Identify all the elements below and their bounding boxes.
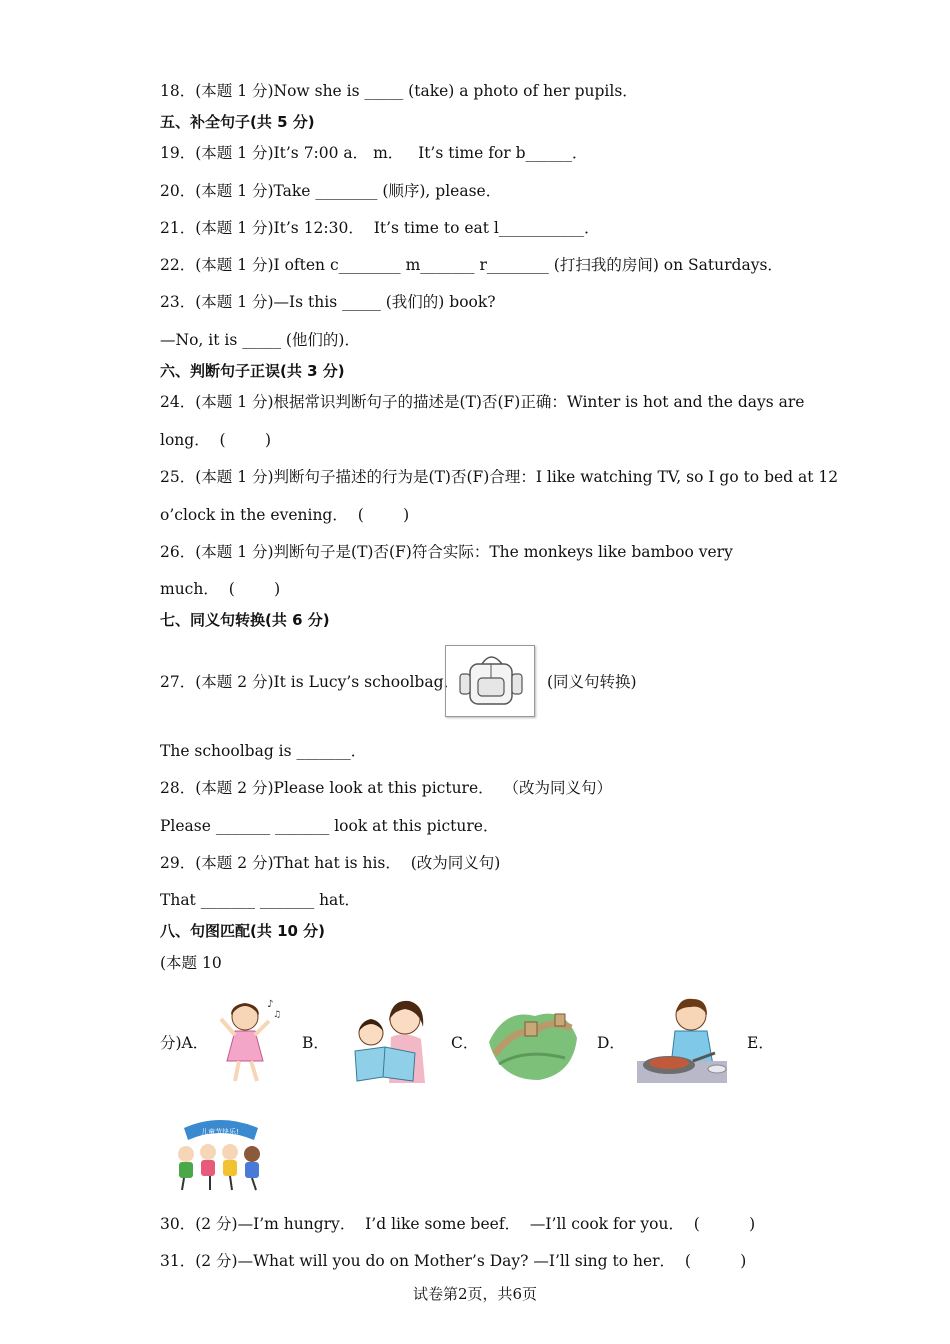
question-26-line1: 26．(本题 1 分)判断句子是(T)否(F)符合实际：The monkeys like bamboo very [160,543,733,561]
question-25-line2: o’clock in the evening． ( ) [160,506,410,524]
boy-cooking-icon [637,995,729,1085]
section-6-heading: 六、判断句子正误(共 3 分) [160,362,345,380]
question-31: 31．(2 分)—What will you do on Mother’s Day? —I’ll sing to her． ( ) [160,1252,747,1270]
question-24-line2: long． ( ) [160,431,272,449]
question-22: 22．(本题 1 分)I often c________ m_______ r________ (打扫我的房间) on Saturdays． [160,256,783,274]
question-intro-line1: (本题 10 [160,954,222,972]
question-28-line1: 28．(本题 2 分)Please look at this picture． （改为同义句） [160,779,612,797]
question-27-line1: 27．(本题 2 分)It is Lucy’s schoolbag． [160,673,459,691]
mother-reading-icon [335,997,435,1087]
option-b-picture [335,997,435,1087]
option-e-picture [170,1112,270,1194]
question-18: 18．(本题 1 分)Now she is _____ (take) a photo of her pupils． [160,82,638,100]
question-29-line1: 29．(本题 2 分)That hat is his． (改为同义句) [160,854,501,872]
option-d-picture [637,995,729,1085]
svg-text:♫: ♫ [273,1010,282,1020]
section-7-heading: 七、同义句转换(共 6 分) [160,611,330,629]
question-23-line2: —No, it is _____ (他们的)． [160,331,360,349]
option-a-picture [215,995,283,1090]
question-27-line2: The schoolbag is _______． [160,742,367,760]
question-23-line1: 23．(本题 1 分)—Is this _____ (我们的) book? [160,293,496,311]
question-29-line2: That _______ _______ hat． [160,891,361,909]
option-b-label: B． [302,1034,329,1052]
question-25-line1: 25．(本题 1 分)判断句子描述的行为是(T)否(F)合理：I like watching TV, so I go to bed at 12 [160,468,839,486]
singing-girl-icon [215,995,283,1090]
question-26-line2: much． ( ) [160,580,281,598]
option-c-picture [485,998,580,1083]
schoolbag-icon [446,646,534,716]
great-wall-icon [485,998,580,1083]
page-footer: 试卷第2页，共6页 [412,1285,538,1303]
children-day-icon [170,1112,270,1194]
option-d-label: D． [597,1034,625,1052]
option-a-label: 分)A． [160,1034,209,1052]
question-19: 19．(本题 1 分)It’s 7:00 a． m． It’s time for b______． [160,144,588,162]
banner-text: 儿童节快乐! [201,1128,239,1136]
question-21: 21．(本题 1 分)It’s 12:30． It’s time to eat l___________． [160,219,600,237]
section-8-heading: 八、句图匹配(共 10 分) [160,922,326,940]
option-e-label: E． [747,1034,774,1052]
question-20: 20．(本题 1 分)Take ________ (顺序), please． [160,182,502,200]
question-27-tag: (同义句转换) [547,673,637,691]
section-5-heading: 五、补全句子(共 5 分) [160,113,315,131]
svg-text:♪: ♪ [267,999,274,1010]
question-24-line1: 24．(本题 1 分)根据常识判断句子的描述是(T)否(F)正确：Winter is hot and the days are [160,393,805,411]
option-c-label: C． [451,1034,479,1052]
schoolbag-picture [445,645,535,717]
question-30: 30．(2 分)—I’m hungry． I’d like some beef． —I’ll cook for you． ( ) [160,1215,756,1233]
question-28-line2: Please _______ _______ look at this picture． [160,817,499,835]
